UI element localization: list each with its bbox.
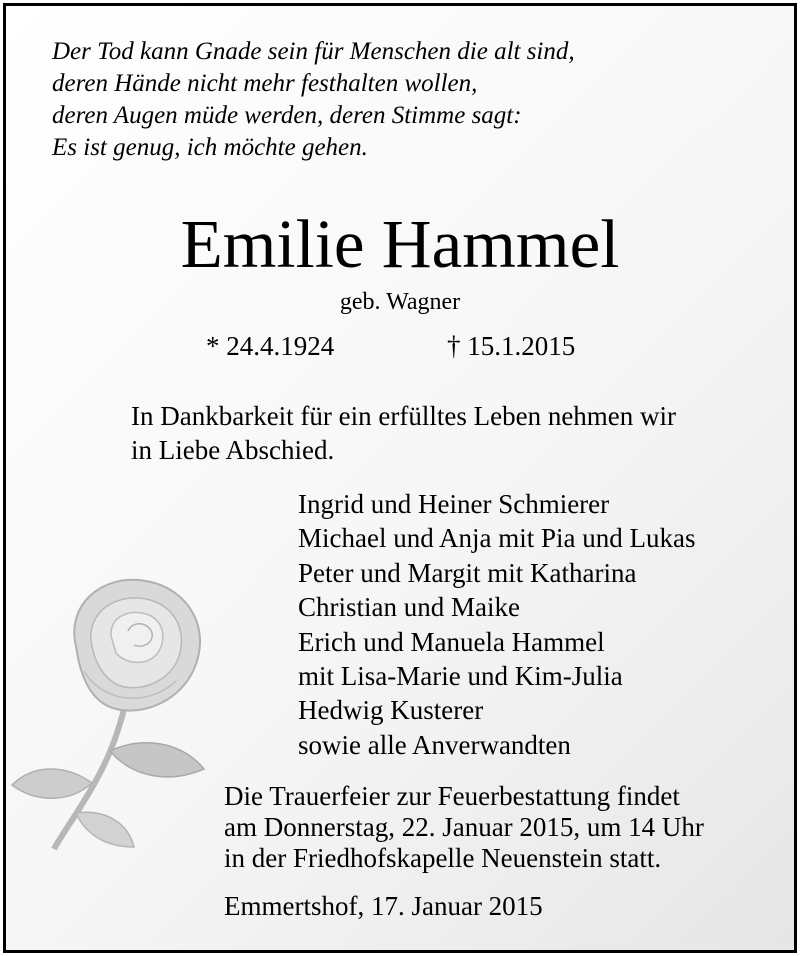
- rose-icon: [6, 551, 226, 851]
- mourner-line: Erich und Manuela Hammel: [298, 626, 605, 657]
- ceremony-line: in der Friedhofskapelle Neuenstein statt.: [224, 843, 662, 873]
- deceased-name: Emilie Hammel: [180, 206, 620, 282]
- mourner-line: Hedwig Kusterer: [298, 695, 484, 726]
- poem-line: Es ist genug, ich möchte gehen.: [52, 134, 368, 161]
- maiden-name: geb. Wagner: [339, 289, 461, 315]
- poem-line: Der Tod kann Gnade sein für Menschen die alt sind,: [52, 38, 575, 65]
- mourner-line: Ingrid und Heiner Schmierer: [298, 489, 610, 519]
- death-date: † 15.1.2015: [447, 331, 576, 361]
- mourners-list: [298, 487, 778, 762]
- ceremony-line: Die Trauerfeier zur Feuerbestattung findet: [224, 781, 680, 811]
- birth-date: * 24.4.1924: [206, 331, 335, 361]
- obituary-notice: [3, 3, 797, 953]
- poem-line: deren Hände nicht mehr festhalten wollen,: [52, 70, 478, 97]
- mourner-line: sowie alle Anverwandten: [298, 729, 571, 760]
- mourner-line: Christian und Maike: [298, 592, 520, 623]
- ceremony-line: am Donnerstag, 22. Januar 2015, um 14 Uhr: [224, 812, 704, 842]
- poem-line: deren Augen müde werden, deren Stimme sagt:: [52, 102, 522, 129]
- poem: [52, 36, 772, 164]
- farewell-text: [131, 399, 771, 467]
- mourner-line: mit Lisa-Marie und Kim-Julia: [298, 661, 623, 692]
- place-and-date: Emmertshof, 17. Januar 2015: [224, 891, 543, 921]
- farewell-line: in Liebe Abschied.: [131, 435, 335, 465]
- ceremony-info: [224, 781, 784, 874]
- farewell-line: In Dankbarkeit für ein erfülltes Leben nehmen wir: [131, 401, 677, 431]
- mourner-line: Peter und Margit mit Katharina: [298, 557, 637, 588]
- mourner-line: Michael und Anja mit Pia und Lukas: [298, 523, 696, 554]
